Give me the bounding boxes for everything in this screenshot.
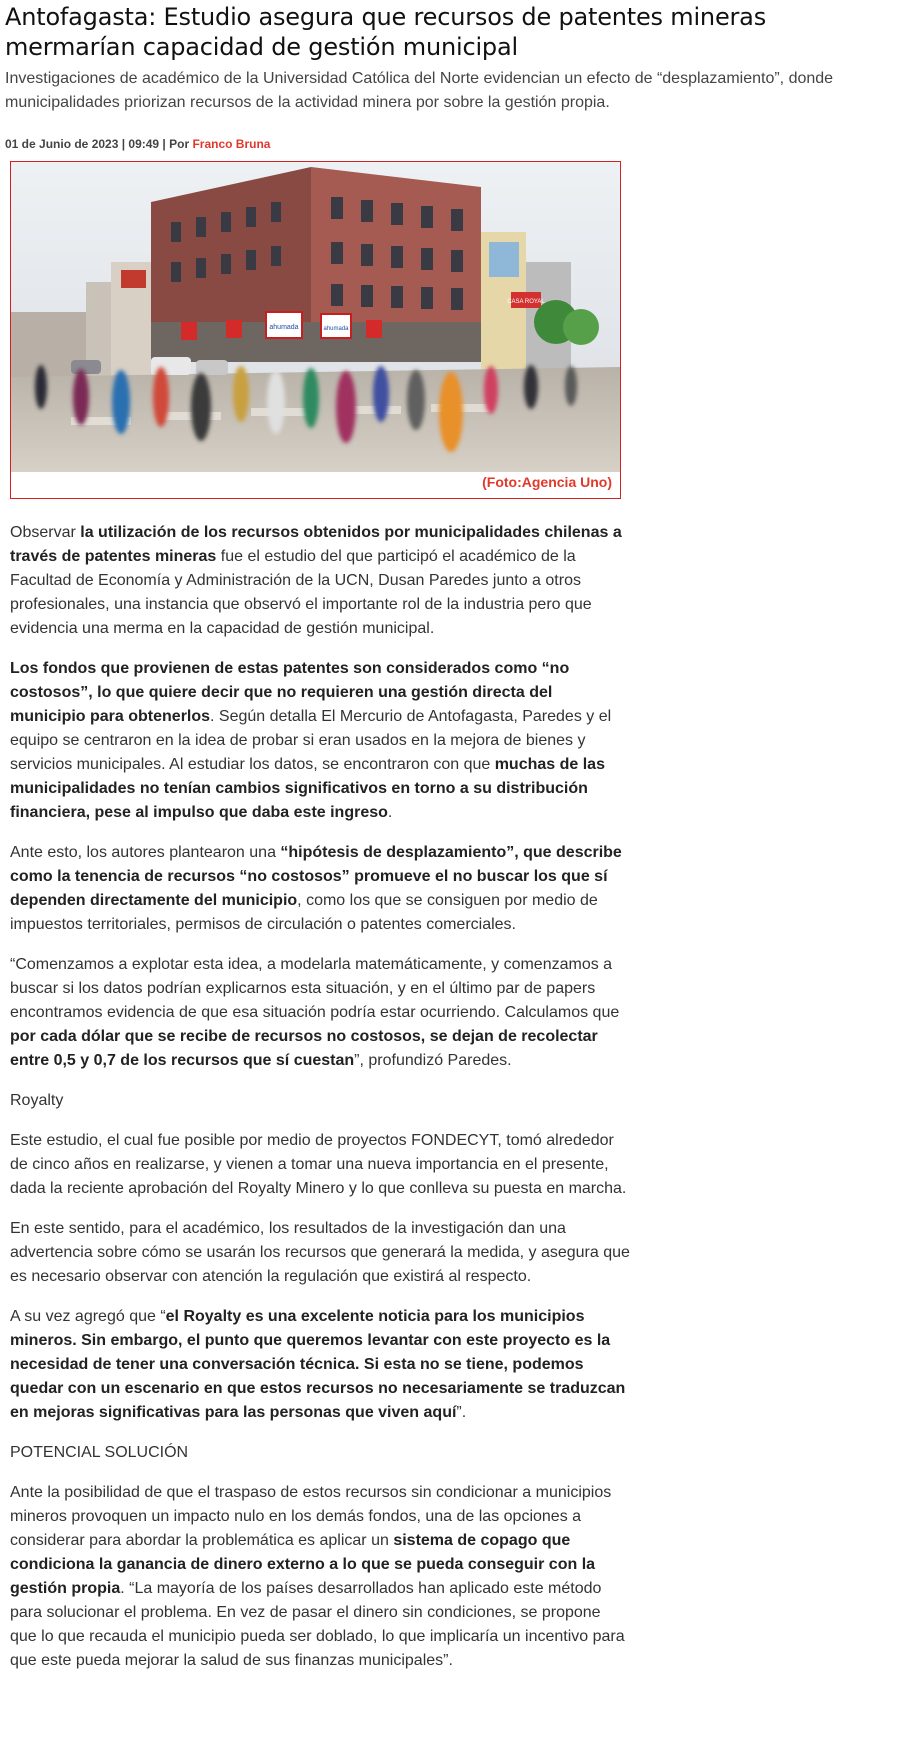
text: Ante la posibilidad de que el traspaso de estos recursos sin condicionar a municipios mineros provoquen un impacto nulo en los demás fondos, una de las opciones a considerar para abordar la problemática es aplicar un (10, 1484, 612, 1549)
bold-text: por cada dólar que se recibe de recursos no costosos, se dejan de recolectar entre 0,5 y 0,7 de los recursos que sí cuestan (10, 1028, 598, 1069)
bold-text: “hipótesis de desplazamiento”, que describe como la tenencia de recursos “no costosos” promueve el no buscar los que sí dependen directamente del municipio (10, 844, 622, 909)
text: . Según detalla El Mercurio de Antofagasta, Paredes y el equipo se centraron en la idea de probar si eran usados en la mejora de bienes y servicios municipales. Al estudiar los datos, se encontraron con que (10, 708, 612, 773)
text: fue el estudio del que participó el académico de la Facultad de Economía y Administración de la UCN, Dusan Paredes junto a otros profesionales, una instancia que observó el importante rol de la industria pero que evidencia una merma en la capacidad de gestión municipal. (10, 548, 592, 637)
photo-caption: (Foto:Agencia Uno) (482, 474, 612, 490)
paragraph (10, 1305, 630, 1425)
paragraph (10, 953, 630, 1073)
text: A su vez agregó que “ (10, 1308, 166, 1325)
author-link[interactable]: Franco Bruna (192, 137, 271, 151)
text: . “La mayoría de los países desarrollados han aplicado este método para solucionar el problema. En vez de pasar el dinero sin condiciones, se propone que lo que recauda el municipio pueda ser doblado, lo que implicaría un incentivo para que este pueda mejorar la salud de sus finanzas municipales”. (10, 1580, 625, 1669)
bold-text: la utilización de los recursos obtenidos por municipalidades chilenas a través de patentes mineras (10, 524, 622, 565)
bold-text: sistema de copago que condiciona la ganancia de dinero externo a lo que se pueda conseguir con la gestión propia (10, 1532, 596, 1597)
paragraph (10, 1129, 630, 1201)
text: Este estudio, el cual fue posible por medio de proyectos FONDECYT, tomó alrededor de cinco años en realizarse, y vienen a tomar una nueva importancia en el presente, dada la reciente aprobación del Royalty Minero y lo que conlleva su puesta en marcha. (10, 1132, 627, 1197)
article (0, 2, 898, 1673)
store-sign-text: CASA ROYAL (507, 299, 545, 305)
bold-text: muchas de las municipalidades no tenían cambios significativos en torno a su distribución financiera, pese al impulso que daba este ingreso (10, 756, 605, 821)
text: “Comenzamos a explotar esta idea, a modelarla matemáticamente, y comenzamos a buscar si los datos podrían explicarnos esta situación, y en el último par de papers encontramos evidencia de que esa situación podría estar ocurriendo. Calculamos que (10, 956, 620, 1021)
text: , como los que se consiguen por medio de impuestos territoriales, permisos de circulación o patentes comerciales. (10, 892, 598, 933)
street-photo (11, 162, 620, 472)
paragraph (10, 521, 630, 641)
bold-text: Los fondos que provienen de estas patentes son considerados como “no costosos”, lo que quiere decir que no requieren una gestión directa del municipio para obtenerlos (10, 660, 570, 725)
article-photo-figure (10, 161, 621, 499)
paragraph (10, 841, 630, 937)
text: ”. (456, 1404, 467, 1421)
publish-date: 01 de Junio de 2023 | 09:49 | Por (5, 137, 193, 151)
paragraph (10, 1481, 630, 1673)
text: ”, profundizó Paredes. (354, 1052, 512, 1069)
section-heading: Royalty (10, 1092, 64, 1109)
text: Observar (10, 524, 81, 541)
article-body (10, 521, 630, 1673)
paragraph (10, 657, 630, 825)
store-sign-text: ahumada (323, 326, 349, 332)
text: Ante esto, los autores plantearon una (10, 844, 281, 861)
store-sign-text: ahumada (269, 324, 299, 331)
text: En este sentido, para el académico, los resultados de la investigación dan una advertencia sobre cómo se usarán los recursos que generará la medida, y asegura que es necesario observar con atención la regulación que existirá al respecto. (10, 1220, 630, 1285)
article-title: Antofagasta: Estudio asegura que recursos de patentes mineras mermarían capacidad de gestión municipal (5, 3, 766, 61)
article-subtitle: Investigaciones de académico de la Universidad Católica del Norte evidencian un efecto de “desplazamiento”, donde municipalidades priorizan recursos de la actividad minera por sobre la gestión propia. (5, 70, 834, 111)
section-heading: POTENCIAL SOLUCIÓN (10, 1444, 189, 1461)
article-meta (5, 137, 898, 151)
bold-text: el Royalty es una excelente noticia para los municipios mineros. Sin embargo, el punto que queremos levantar con este proyecto es la necesidad de tener una conversación técnica. Si esta no se tiene, podemos quedar con un escenario en que estos recursos no necesariamente se traduzcan en mejoras significativas para las personas que viven aquí (10, 1308, 626, 1421)
paragraph (10, 1217, 630, 1289)
text: . (387, 804, 393, 821)
